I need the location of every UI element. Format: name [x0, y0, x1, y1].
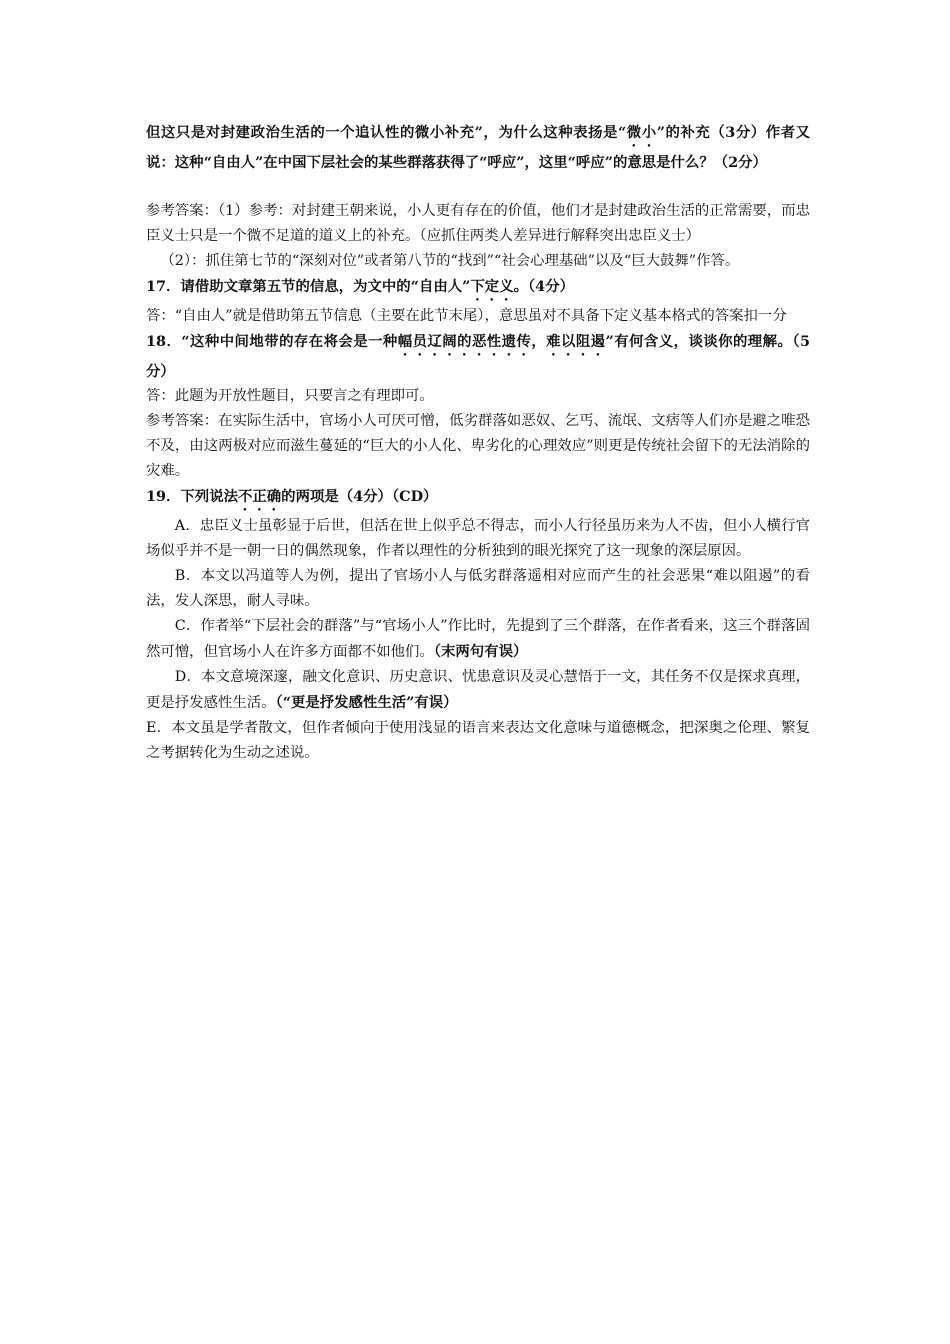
q16-answer-1: 参考答案：（1）参考：对封建王朝来说，小人更有存在的价值，他们才是封建政治生活的正常需要，而忠臣义士只是一个微不足道的道义上的补充。（应抓住两类人差异进行解释突出忠臣义士） — [146, 203, 810, 244]
q18-answer-2: 参考答案：在实际生活中，官场小人可厌可憎，低劣群落如恶奴、乞丐、流氓、文痞等人们亦是避之唯恐不及，由这两极对应而滋生蔓延的“巨大的小人化、卑劣化的心理效应”则更是传统社会留下的无法消除的灾难。 — [146, 413, 810, 479]
q16-answer-2: （2）：抓住第七节的“深刻对位”或者第八节的“找到”“社会心理基础”以及“巨大鼓舞”作答。 — [160, 253, 740, 269]
option-c — [146, 614, 810, 665]
q18-emphasis-2: 难以阻遏 — [546, 333, 606, 350]
q17-text-b: 。（4分） — [513, 278, 574, 295]
question-18 — [146, 329, 810, 384]
q17-emphasis: 下定义 — [470, 278, 514, 295]
q18-text-b: ”有何含义，谈谈你的理解。（5分） — [146, 333, 810, 380]
q18-emphasis-1: 幅员辽阔的恶性遗传 — [397, 333, 532, 350]
option-d — [146, 665, 810, 716]
q19-emphasis: 不正确 — [237, 488, 282, 505]
question-16-tail — [146, 120, 810, 175]
q16-text-a: 但这只是对封建政治生活的一个追认性的微小补充”，为什么这种表扬是“ — [146, 124, 627, 141]
q18-text-mid: ， — [531, 333, 547, 350]
option-c-text: C．作者举“下层社会的群落”与“官场小人”作比时，先提到了三个群落，在作者看来，这三个群落固然可憎，但官场小人在许多方面都不如他们。 — [146, 618, 810, 660]
q16-emphasis: 微小 — [626, 124, 657, 141]
option-d-note: （“更是抒发感性生活”有误） — [275, 694, 458, 711]
q18-answer-1: 答：此题为开放性题目，只要言之有理即可。 — [146, 388, 434, 404]
option-b: B．本文以冯道等人为例，提出了官场小人与低劣群落遥相对应而产生的社会恶果“难以阻遏”的看法，发人深思，耐人寻味。 — [146, 568, 810, 609]
q18-text-a: 18．“这种中间地带的存在将会是一种 — [146, 333, 398, 350]
document-page — [146, 120, 810, 766]
option-c-note: （末两句有误） — [433, 643, 528, 660]
q17-text-a: 17．请借助文章第五节的信息，为文中的“自由人” — [146, 278, 471, 295]
q19-text-b: 的两项是（4分）（CD） — [281, 488, 438, 505]
question-17 — [146, 274, 810, 304]
option-d-text: D．本文意境深邃，融文化意识、历史意识、忧患意识及灵心慧悟于一文，其任务不仅是探求真理，更是抒发感性生活。 — [146, 669, 810, 711]
q16-text-b: ”的补充（3分）作者又说：这种“自由人”在中国下层社会的某些群落获得了“呼应”，这里“呼应”的意思是什么？（2分） — [146, 124, 810, 171]
spacer — [146, 175, 810, 199]
option-e: E．本文虽是学者散文，但作者倾向于使用浅显的语言来表达文化意味与道德概念，把深奥之伦理、繁复之考据转化为生动之述说。 — [146, 720, 810, 761]
q17-answer: 答：“自由人”就是借助第五节信息（主要在此节末尾），意思虽对不具备下定义基本格式的答案扣一分 — [146, 308, 787, 324]
option-a: A．忠臣义士虽彰显于后世，但活在世上似乎总不得志，而小人行径虽历来为人不齿，但小人横行官场似乎并不是一朝一日的偶然现象，作者以理性的分析独到的眼光探究了这一现象的深层原因。 — [146, 518, 810, 559]
q19-text-a: 19．下列说法 — [146, 488, 238, 505]
question-19 — [146, 484, 810, 514]
